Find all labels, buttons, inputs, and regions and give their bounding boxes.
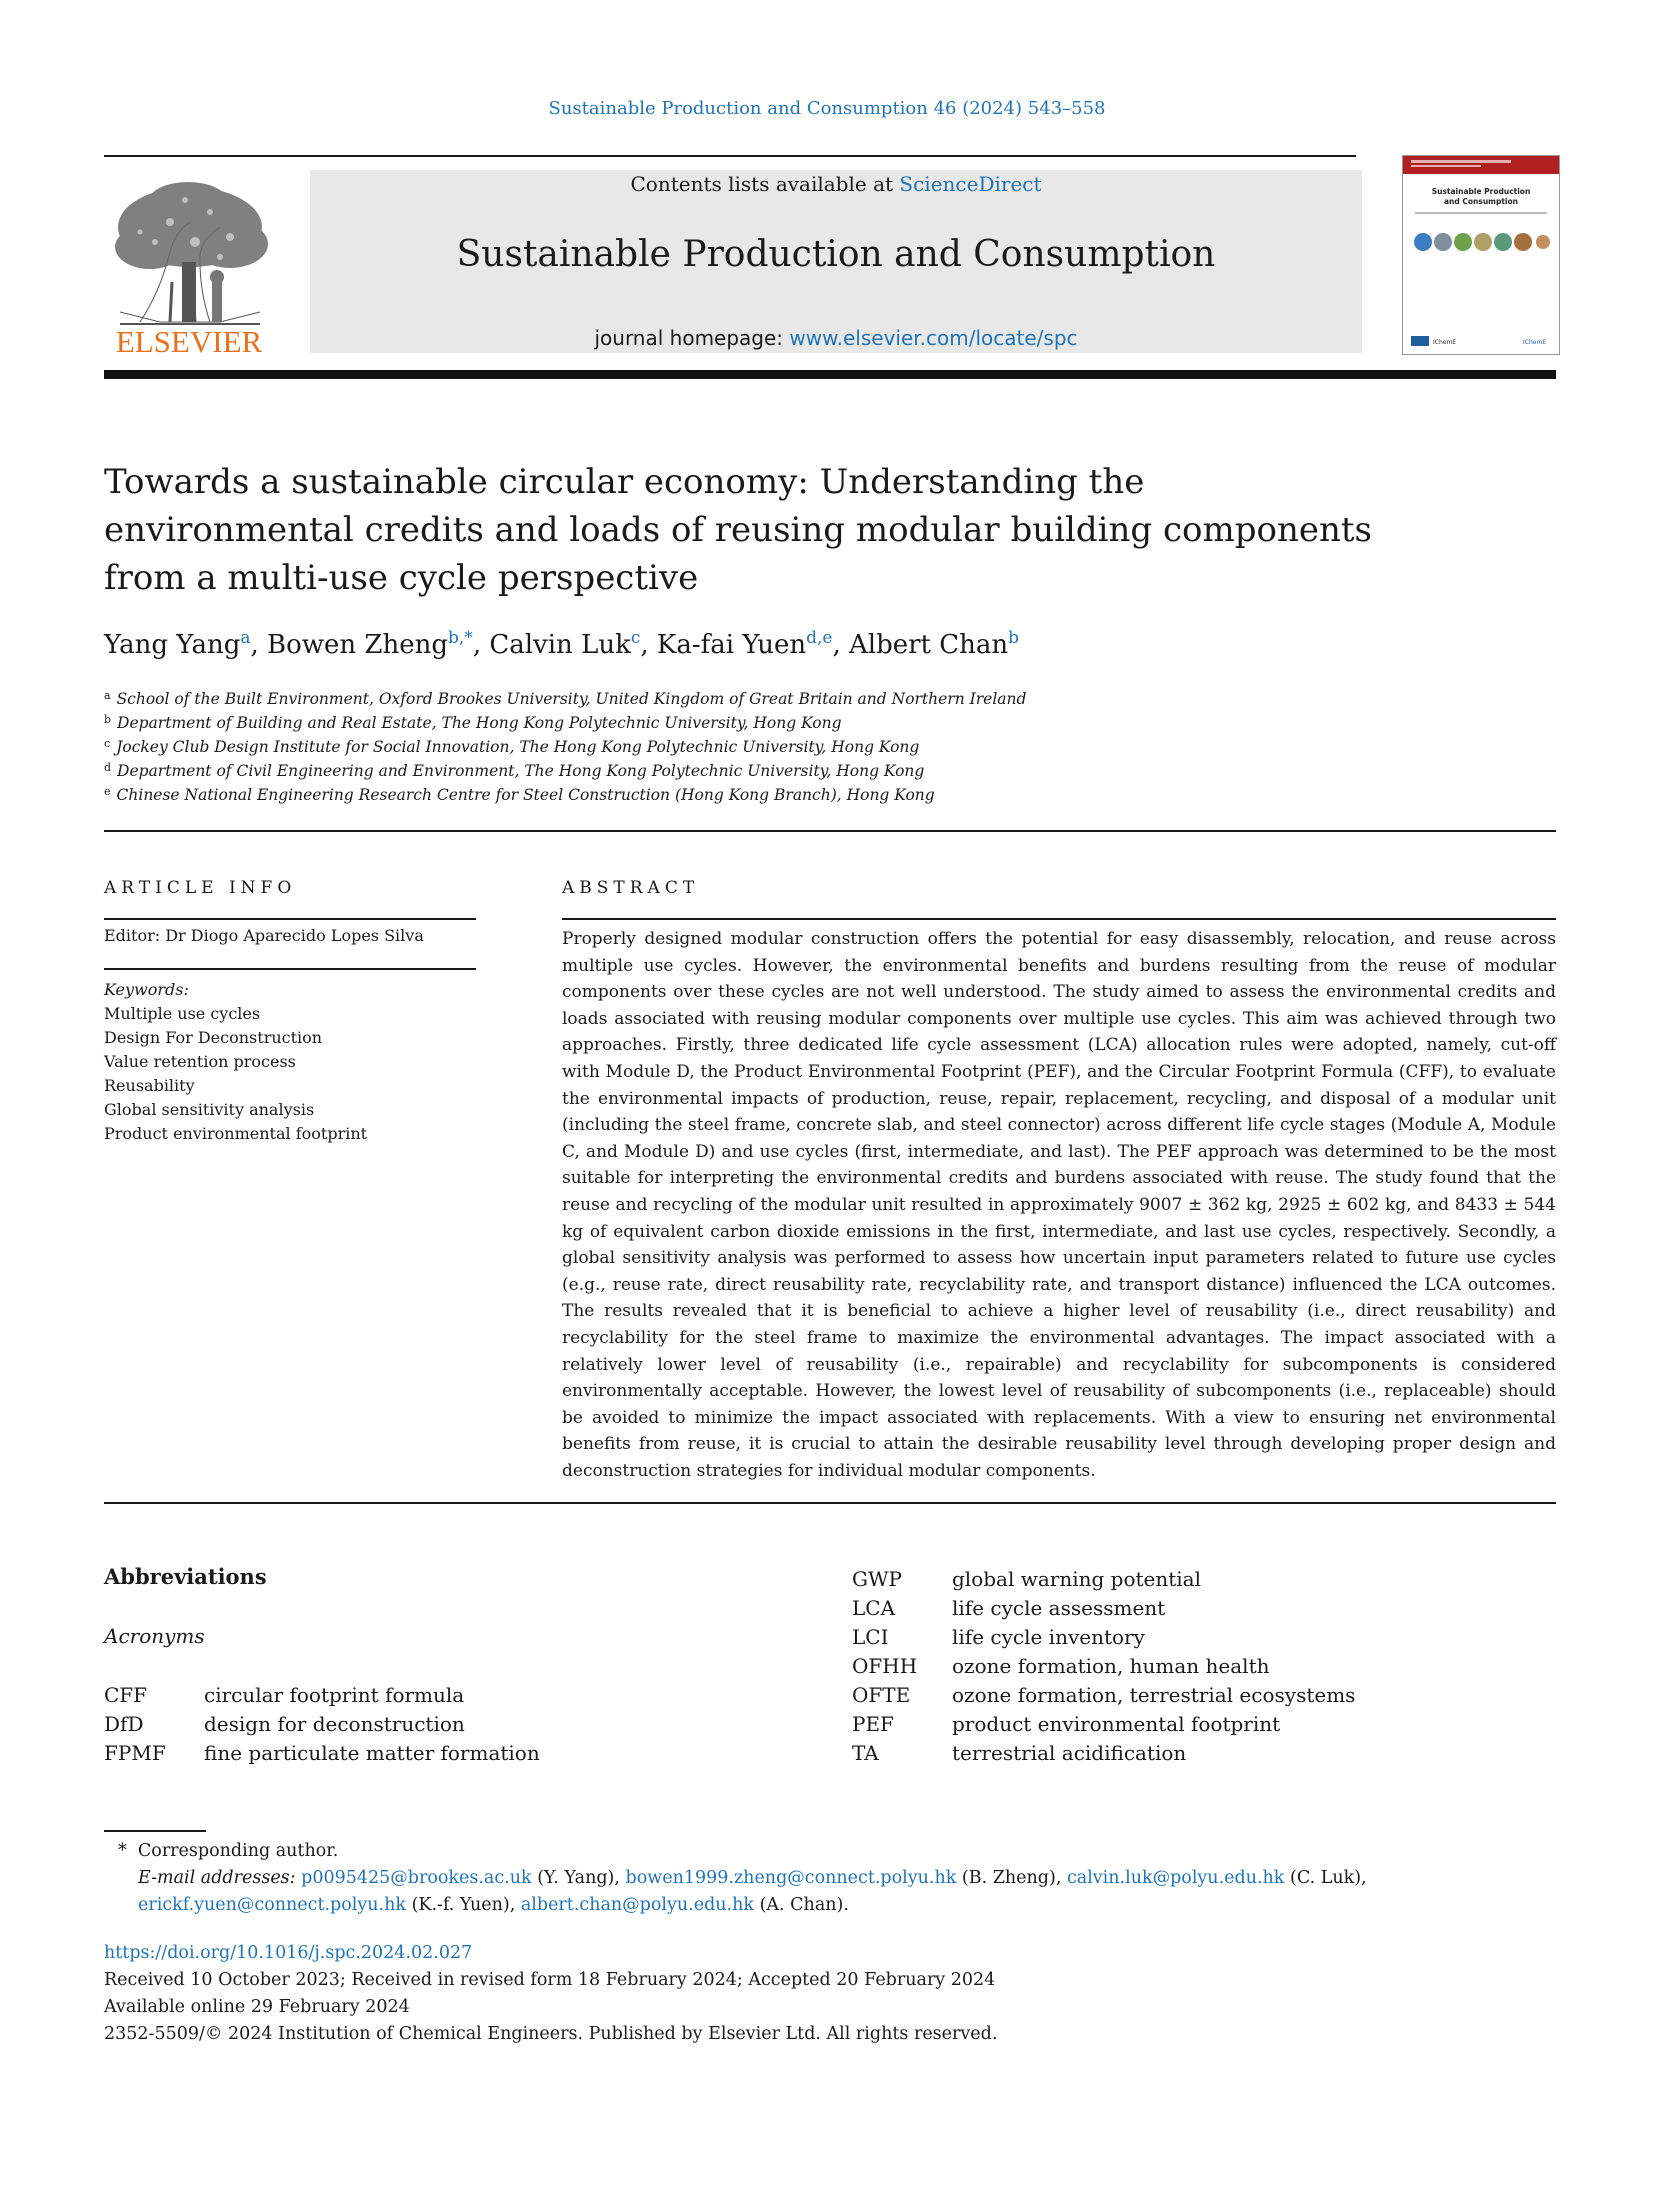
author-name[interactable]: Bowen Zheng bbox=[267, 630, 449, 660]
abbreviation-row: LCA life cycle assessment bbox=[852, 1596, 1166, 1620]
publication-info bbox=[104, 1940, 997, 2048]
abstract-heading: ABSTRACT bbox=[562, 878, 700, 898]
keyword-item: Reusability bbox=[104, 1076, 195, 1095]
author-list: Yang Yang$^a$, Bowen Zheng$^{b,*}$, Calvin Luk$^c$, Ka-fai Yuen$^{d,e}$, Albert Chan$^b$ bbox=[104, 628, 1020, 660]
journal-title: Sustainable Production and Consumption bbox=[456, 234, 1216, 275]
abbreviation-row: LCI life cycle inventory bbox=[852, 1625, 1145, 1649]
affiliations bbox=[104, 687, 1026, 807]
abbreviation-row: DfD design for deconstruction bbox=[104, 1712, 465, 1736]
abbreviation-list-right bbox=[852, 1565, 1355, 1768]
keywords-list bbox=[104, 1002, 367, 1146]
email-link[interactable]: erickf.yuen@connect.polyu.hk bbox=[138, 1895, 406, 1915]
sciencedirect-link[interactable]: ScienceDirect bbox=[899, 172, 1042, 196]
abbreviation-row: OFHH ozone formation, human health bbox=[852, 1654, 1270, 1678]
abbreviation-row: GWP global warning potential bbox=[852, 1567, 1201, 1591]
abbreviation-row: PEF product environmental footprint bbox=[852, 1712, 1281, 1736]
abbreviation-row: TA terrestrial acidification bbox=[852, 1741, 1187, 1765]
author-name[interactable]: Albert Chan bbox=[849, 630, 1009, 660]
section-rule-2 bbox=[104, 1502, 1556, 1504]
available-online: Available online 29 February 2024 bbox=[104, 1997, 410, 2017]
author-affiliation-marker[interactable]: c bbox=[630, 628, 641, 648]
email-addresses: E-mail addresses: p0095425@brookes.ac.uk (Y. Yang), bowen1999.zheng@connect.polyu.hk (B. Zheng), calvin.luk@polyu.edu.hk (C. Luk), erickf.yuen@connect.polyu.hk (K.-f. Yuen), albert.chan@polyu.edu.hk (A. Chan). bbox=[138, 1868, 1367, 1915]
journal-homepage-link[interactable]: www.elsevier.com/locate/spc bbox=[789, 326, 1078, 350]
affiliation-item: $^e$ Chinese National Engineering Research Centre for Steel Construction (Hong Kong Branch), Hong Kong bbox=[104, 785, 935, 804]
abstract-rule bbox=[562, 918, 1556, 920]
keyword-item: Multiple use cycles bbox=[104, 1004, 261, 1023]
elsevier-wordmark: ELSEVIER bbox=[115, 324, 263, 359]
section-rule bbox=[104, 830, 1556, 832]
editor-line: Editor: Dr Diogo Aparecido Lopes Silva bbox=[104, 926, 424, 945]
article-info-heading: ARTICLE INFO bbox=[104, 878, 297, 898]
email-link[interactable]: calvin.luk@polyu.edu.hk bbox=[1066, 1868, 1285, 1888]
svg-text:Sustainable Production: Sustainable Production bbox=[1431, 187, 1531, 196]
journal-citation-link[interactable]: Sustainable Production and Consumption 46 (2024) 543–558 bbox=[548, 98, 1106, 119]
copyright-line: 2352-5509/© 2024 Institution of Chemical Engineers. Published by Elsevier Ltd. All rights reserved. bbox=[104, 2024, 998, 2044]
affiliation-item: $^a$ School of the Built Environment, Oxford Brookes University, United Kingdom of Great Britain and Northern Ireland bbox=[104, 689, 1027, 708]
affiliation-item: $^c$ Jockey Club Design Institute for Social Innovation, The Hong Kong Polytechnic University, Hong Kong bbox=[104, 737, 920, 756]
header-rule bbox=[104, 155, 1356, 157]
doi-link[interactable]: https://doi.org/10.1016/j.spc.2024.02.027 bbox=[104, 1943, 473, 1963]
footnote bbox=[104, 1838, 1556, 1919]
affiliation-item: $^b$ Department of Building and Real Estate, The Hong Kong Polytechnic University, Hong Kong bbox=[104, 713, 842, 732]
journal-cover-thumbnail[interactable] bbox=[1402, 155, 1560, 355]
author-name[interactable]: Calvin Luk bbox=[489, 630, 631, 660]
abbreviations-title: Abbreviations bbox=[104, 1564, 267, 1589]
contents-line: Contents lists available at ScienceDirect bbox=[630, 172, 1042, 196]
keyword-item: Design For Deconstruction bbox=[104, 1028, 323, 1047]
keyword-item: Product environmental footprint bbox=[104, 1124, 368, 1143]
article-title: Towards a sustainable circular economy: Understanding the environmental credits and loads of reusing modular building components from a multi-use cycle perspective bbox=[104, 462, 1372, 598]
svg-text:IChemE: IChemE bbox=[1433, 339, 1457, 346]
keyword-item: Value retention process bbox=[104, 1052, 296, 1071]
email-link[interactable]: bowen1999.zheng@connect.polyu.hk bbox=[625, 1868, 957, 1888]
article-info-rule-2 bbox=[104, 968, 476, 970]
author-affiliation-marker[interactable]: b bbox=[1008, 628, 1020, 648]
email-link[interactable]: albert.chan@polyu.edu.hk bbox=[520, 1895, 754, 1915]
author-affiliation-marker[interactable]: a bbox=[240, 628, 251, 648]
corresponding-author-note: * Corresponding author. bbox=[118, 1841, 339, 1861]
abbreviation-row: CFF circular footprint formula bbox=[104, 1683, 465, 1707]
abbreviation-list-left bbox=[104, 1681, 540, 1768]
keyword-item: Global sensitivity analysis bbox=[104, 1100, 315, 1119]
article-info-rule bbox=[104, 918, 476, 920]
header-thick-rule bbox=[104, 370, 1556, 379]
svg-text:and Consumption: and Consumption bbox=[1443, 197, 1519, 206]
abstract-text: Properly designed modular construction offers the potential for easy disassembly, relocation, and reuse across multiple use cycles. However, the environmental benefits and burdens resulting from the reuse of modular components over these cycles are not well understood. The study aimed to assess the environmental credits and loads associated with reusing modular components over multiple use cycles. This aim was achieved through two approaches. Firstly, three dedicated life cycle assessment (LCA) allocation rules were adopted, namely, cut-off with Module D, the Product Environmental Footprint (PEF), and the Circular Footprint Formula (CFF), to evaluate the environmental impacts of production, reuse, repair, replacement, recycling, and disposal of a modular unit (including the steel frame, concrete slab, and steel connector) across different life cycle stages (Module A, Module C, and Module D) and use cycles (first, intermediate, and last). The PEF approach was determined to be the most suitable for interpreting the environmental credits and burdens associated with reuse. The study found that the reuse and recycling of the modular unit resulted in approximately 9007 ± 362 kg, 2925 ± 602 kg, and 8433 ± 544 kg of equivalent carbon dioxide emissions in the first, intermediate, and last use cycles, respectively. Secondly, a global sensitivity analysis was performed to assess how uncertain input parameters related to future use cycles (e.g., reuse rate, direct reusability rate, recyclability rate, and transport distance) influenced the LCA outcomes. The results revealed that it is beneficial to achieve a higher level of reusability (i.e., direct reusability) and recyclability for the steel frame to maximize the environmental advantages. The impact associated with a relatively lower level of reusability (i.e., repairable) and recyclability for subcomponents is considered environmentally acceptable. However, the lowest level of reusability of subcomponents (i.e., replaceable) should be avoided to minimize the impact associated with replacements. With a view to ensuring net environmental benefits from reuse, it is crucial to attain the desirable reusability level through developing proper design and deconstruction strategies for individual modular components. bbox=[562, 929, 1556, 1481]
received-dates: Received 10 October 2023; Received in revised form 18 February 2024; Accepted 20 February 2024 bbox=[104, 1970, 996, 1990]
keywords-label: Keywords: bbox=[104, 980, 189, 999]
abbreviation-row: OFTE ozone formation, terrestrial ecosystems bbox=[852, 1683, 1356, 1707]
author-name[interactable]: Yang Yang bbox=[104, 630, 241, 660]
homepage-line: journal homepage: www.elsevier.com/locate/spc bbox=[594, 326, 1078, 350]
affiliation-item: $^d$ Department of Civil Engineering and Environment, The Hong Kong Polytechnic University, Hong Kong bbox=[104, 761, 925, 780]
abbreviation-row: FPMF fine particulate matter formation bbox=[104, 1741, 540, 1765]
author-affiliation-marker[interactable]: b,* bbox=[448, 628, 473, 648]
author-name[interactable]: Ka-fai Yuen bbox=[656, 630, 807, 660]
svg-text:IChemE: IChemE bbox=[1523, 339, 1547, 346]
footnote-rule bbox=[104, 1830, 206, 1832]
author-affiliation-marker[interactable]: d,e bbox=[806, 628, 833, 648]
acronyms-label: Acronyms bbox=[104, 1624, 205, 1648]
email-link[interactable]: p0095425@brookes.ac.uk bbox=[301, 1868, 532, 1888]
